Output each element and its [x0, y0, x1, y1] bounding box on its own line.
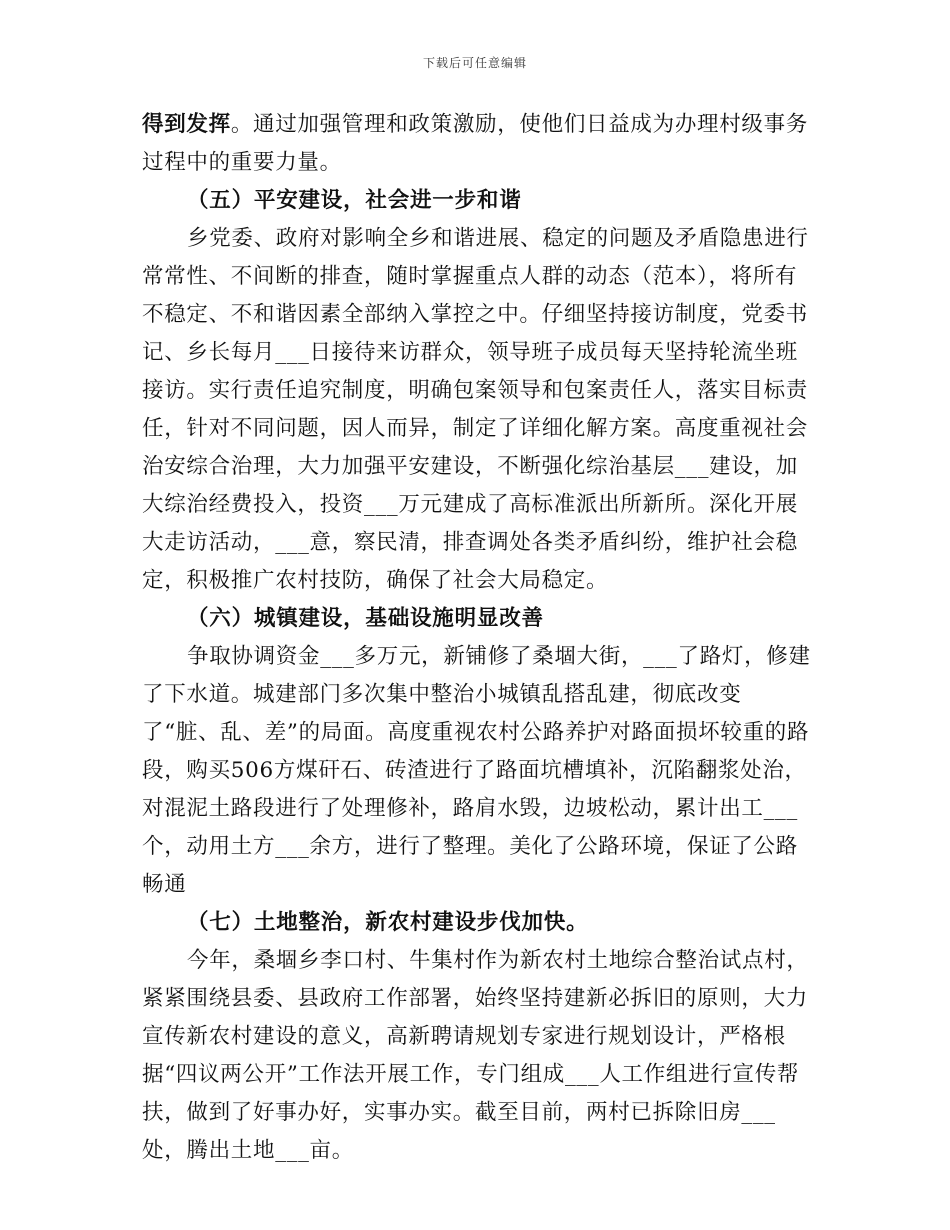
- section-heading-5: （五）平安建设，社会进一步和谐: [187, 188, 522, 213]
- paragraph-text: 。通过加强管理和政策激励，使他们日益成为办理村级事务过程中的重要力量。: [142, 112, 809, 175]
- paragraph-continuation: [142, 106, 814, 182]
- paragraph-section-5: 乡党委、政府对影响全乡和谐进展、稳定的问题及矛盾隐患进行常常性、不间断的排查，随时掌握重点人群的动态（范本），将所有不稳定、不和谐因素全部纳入掌控之中。仔细坚持接访制度，党委书记、乡长每月___日接待来访群众，领导班子成员每天坚持轮流坐班接访。实行责任追究制度，明确包案领导和包案责任人，落实目标责任，针对不同问题，因人而异，制定了详细化解方案。高度重视社会治安综合治理，大力加强平安建设，不断强化综治基层___建设，加大综治经费投入，投资___万元建成了高标准派出所新所。深化开展大走访活动，___意，察民清，排查调处各类矛盾纠纷，维护社会稳定，积极推广农村技防，确保了社会大局稳定。: [142, 226, 809, 593]
- paragraph-section-7: 今年，桑堌乡李口村、牛集村作为新农村土地综合整治试点村，紧紧围绕县委、县政府工作部署，始终坚持建新必拆旧的原则，大力宣传新农村建设的意义，高新聘请规划专家进行规划设计，严格根据“四议两公开”工作法开展工作，专门组成___人工作组进行宣传帮扶，做到了好事办好，实事办实。截至目前，两村已拆除旧房___处，腾出土地___亩。: [142, 948, 809, 1163]
- paragraph-section-6: 争取协调资金___多万元，新铺修了桑堌大街，___了路灯，修建了下水道。城建部门多次集中整治小城镇乱搭乱建，彻底改变了“脏、乱、差”的局面。高度重视农村公路养护对路面损坏较重的路段，购买506方煤矸石、砖渣进行了路面坑槽填补，沉陷翻浆处治，对混泥土路段进行了处理修补，路肩水毁，边坡松动，累计出工___个，动用土方___余方，进行了整理。美化了公路环境，保证了公路畅通: [142, 644, 811, 897]
- document-body: [142, 106, 814, 1170]
- bold-phrase: 得到发挥: [142, 112, 231, 137]
- section-heading-7: （七）土地整治，新农村建设步伐加快。: [187, 910, 589, 935]
- section-heading-6: （六）城镇建设，基础设施明显改善: [187, 606, 544, 631]
- page-header: 下载后可任意编辑: [422, 56, 527, 70]
